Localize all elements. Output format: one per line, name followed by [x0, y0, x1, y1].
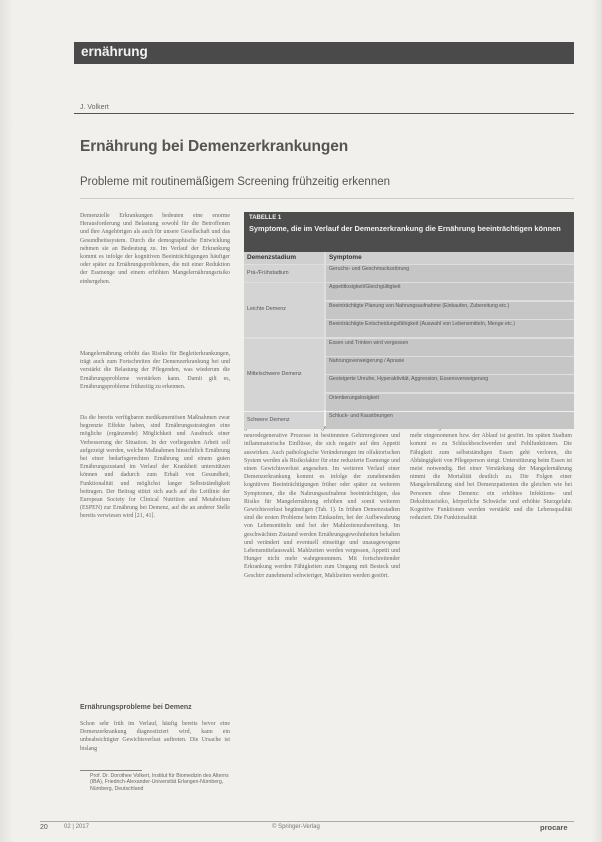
- article-title: Ernährung bei Demenzerkrankungen: [80, 138, 349, 155]
- table-label: TABELLE 1: [249, 215, 282, 221]
- section-subheading: Ernährungsprobleme bei Demenz: [80, 704, 192, 711]
- table-symptom-cell: Schluck- und Kaustörungen: [326, 412, 574, 429]
- symptom-table: [244, 212, 574, 423]
- table-stage-cell: Prä-/Frühstadium: [244, 265, 324, 282]
- author-line: J. Volkert: [80, 104, 109, 111]
- intro-paragraph: Demenzielle Erkrankungen bedeuten eine enorme Herausforderung und Belastung sowohl für die Betroffenen und ihre Angehörigen als auch für unsere Gesellschaft und das Gesundheitssystem. Durch die demographische Entwicklung nehmen sie an Bedeutung zu. Im Verlauf der Erkrankung kommt es infolge der kognitiven Beeinträchtigungen häufiger oder später zu Ernährungsproblemen, die mit einer Reduktion der Essmenge und einem erhöhten Mangelernährungsrisiko einhergehen.: [80, 213, 230, 285]
- table-symptom-cell: Geruchs- und Geschmacksstörung: [326, 265, 574, 282]
- journal-name: procare: [540, 823, 568, 832]
- page-number: 20: [40, 824, 48, 831]
- column-header-symptoms: Symptome: [326, 252, 574, 264]
- table-symptom-cell: Orientierungslosigkeit: [326, 394, 574, 411]
- table-header: [244, 212, 574, 252]
- body-paragraph-2: Mangelernährung erhöht das Risiko für Begleiterkrankungen, trägt auch zum Fortschreiten der Demenzerkrankung bei und verstärkt die Belastung der Pflegenden, was wiederum die Ernährungsprobleme verstärken kann. Damit gilt es, Ernährungsprobleme frühzeitig zu erkennen.: [80, 351, 230, 390]
- table-stage-cell: Leichte Demenz: [244, 283, 324, 337]
- issue-number: 02 | 2017: [64, 824, 89, 830]
- subtitle-rule: [80, 198, 574, 199]
- table-stage-cell: Schwere Demenz: [244, 412, 324, 429]
- body-column-2: weitgehend neurodegenerative Prozesse in bestimmten Gehirnregionen und inflammatorische Einflüsse, die sich negativ auf den Appetit auswirken. Auch pathologische Veränderungen im olfaktorischen System werden als Risikofaktor für eine reduzierte Essmenge und einen Gewichtsverlust angesehen. Im weiteren Verlauf einer Demenzerkrankung kommt es infolge der zunehmenden kognitiven Beeinträchtigungen früher oder später zu weiteren Symptomen, die die Nahrungsaufnahme beeinträchtigen, das Risiko für Mangelernährung erhöhen und somit weiteren Gewichtsverlust begünstigen (Tab. 1). In frühen Demenzstadien sind die ersten Probleme beim Einkaufen, bei der Aufbewahrung von Lebensmitteln und bei der Mahlzeitenzubereitung. Im geschwächten Zustand werden Ernährungsgewohnheiten behalten und verändert und eventuell einseitige und unausgewogene Lebensmittelauswahl. Mahlzeiten werden vergessen, Appetit und Hunger nicht mehr wahrgenommen. Mit fortschreitender Erkrankung werden Fähigkeiten zum Umgang mit Besteck und Geschirr zunehmend schwieriger, Mahlzeiten werden gestört.: [244, 425, 400, 579]
- article-subtitle: Probleme mit routinemäßigem Screening frühzeitig erkennen: [80, 176, 391, 188]
- footnote-rule: [80, 770, 142, 771]
- body-paragraph-4: Schon sehr früh im Verlauf, häufig bereits bevor eine Demenzerkrankung diagnostiziert wird, kann ein unbeabsichtigter Gewichtsverlust auftreten. Die Ursache ist bislang: [80, 721, 230, 752]
- table-symptom-cell: Beeinträchtigte Entscheidungsfähigkeit (Auswahl von Lebensmitteln, Menge etc.): [326, 320, 574, 337]
- author-footnote: Prof. Dr. Dorothee Volkert, Institut für Biomedizin des Alterns (IBA), Friedrich-Alexander-Universität Erlangen-Nürnberg, Nürnberg, Deutschland: [90, 773, 229, 792]
- table-symptom-cell: Beeinträchtigte Planung von Nahrungsaufnahme (Einkaufen, Zubereitung etc.): [326, 302, 574, 319]
- section-label: ernährung: [81, 44, 148, 59]
- table-symptom-cell: Nahrungsverweigerung / Apraxie: [326, 357, 574, 374]
- table-symptom-cell: Essen und Trinken wird vergessen: [326, 339, 574, 356]
- section-banner: [74, 42, 574, 64]
- body-column-3: mehr eingenommen bzw. der Ablauf ist gestört. Im späten Stadium kommt es zu Schluckbeschwerden und Fehlfunktionen. Die Fähigkeit zum selbstständigen Essen geht verloren, die Abhängigkeit von Pflegeperson steigt. Unterstützung beim Essen ist meist notwendig. Bei einer Verstärkung der Mangelernährung nimmt die Mortalität deutlich zu. Die Folgen einer Mangelernährung sind bei Demenzpatienten die gleichen wie bei Personen ohne Demenz: ein erhöhtes Infektions- und Dekubitusrisiko, körperliche Schwäche und erhöhte Sturzgefahr. Kognitive Funktionen werden verstärkt und die Lebensqualität reduziert. Die Funktionalität: [410, 433, 572, 522]
- table-symptom-cell: Gesteigerte Unruhe, Hyperaktivität, Aggression, Essensverweigerung: [326, 375, 574, 392]
- publisher-label: © Springer-Verlag: [272, 824, 320, 830]
- body-paragraph-3: Da die bereits verfügbaren medikamentösen Maßnahmen zwar begrenzte Effekte haben, sind Ernährungsstrategien eine mögliche (ergänzende) Möglichkeit und Ausdruck einer Verbesserung der Situation. In der vorliegenden Arbeit soll aufgezeigt werden, welche Maßnahmen hinsichtlich Ernährung bei einer bedarfsgerechten Ernährung und einem guten Ernährungszustand im Verlauf der Krankheit unterstützen können und dadurch zum Erhalt von Gesundheit, Funktionalität und möglichst langer Selbstständigkeit beitragen. Der Beitrag stützt sich auch auf die Leitlinie der European Society for Clinical Nutrition and Metabolism (ESPEN) zur Ernährung bei Demenz, auf die an anderer Stelle bereits verwiesen wird [21, 41].: [80, 415, 230, 520]
- table-title: Symptome, die im Verlauf der Demenzerkrankung die Ernährung beeinträchtigen können: [249, 224, 561, 233]
- table-stage-cell: Mittelschwere Demenz: [244, 339, 324, 411]
- column-header-stage: Demenzstadium: [244, 252, 324, 264]
- header-rule: [74, 113, 574, 114]
- footer-rule: [40, 821, 574, 822]
- table-symptom-cell: Appetitlosigkeit/Gleichgültigkeit: [326, 283, 574, 300]
